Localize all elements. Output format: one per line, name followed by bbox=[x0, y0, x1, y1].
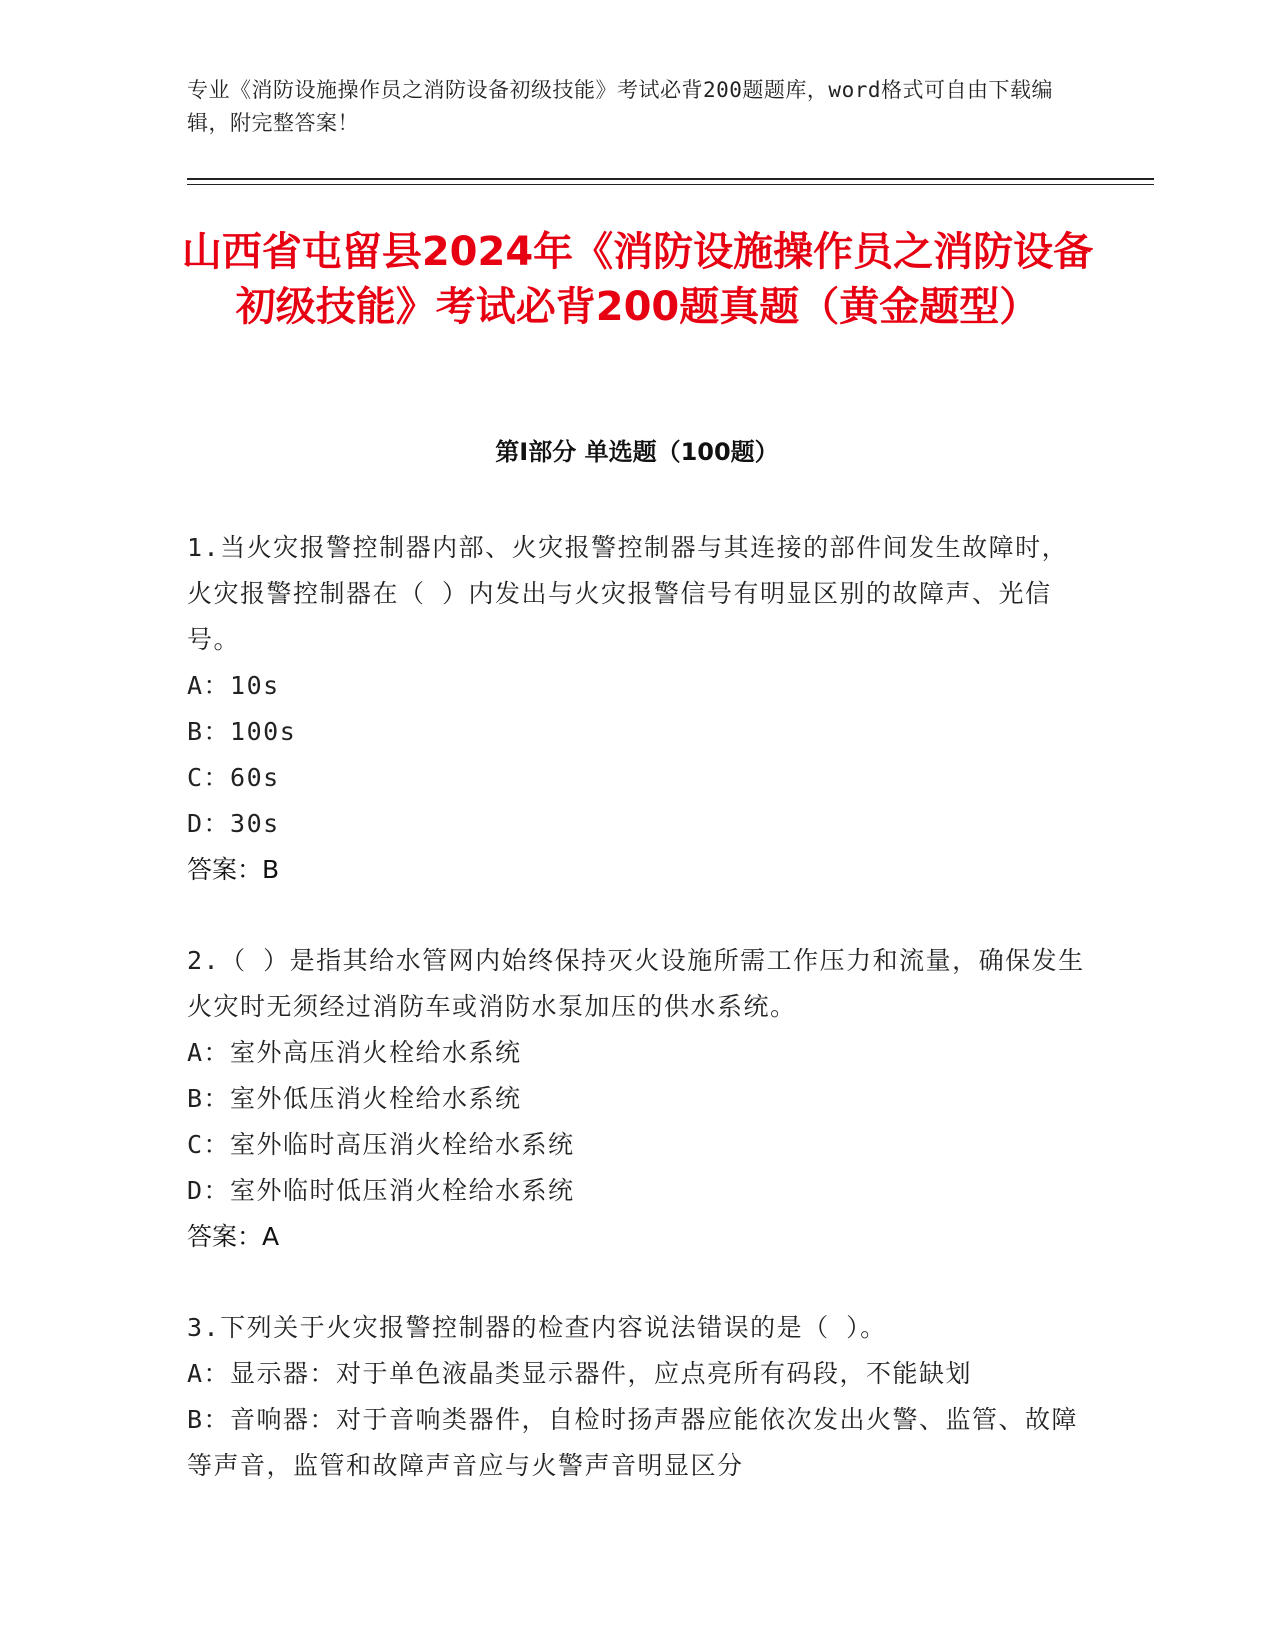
question-1 bbox=[187, 525, 1087, 893]
section-title: 第I部分 单选题（100题） bbox=[495, 438, 779, 466]
option-a: A：室外高压消火栓给水系统 bbox=[187, 1038, 522, 1067]
header-rule-thick bbox=[187, 178, 1154, 180]
option-d: D：室外临时低压消火栓给水系统 bbox=[187, 1176, 575, 1205]
question-list bbox=[187, 525, 1087, 1534]
header-note: 专业《消防设施操作员之消防设备初级技能》考试必背200题题库，word格式可自由下载编辑，附完整答案！ bbox=[187, 78, 1053, 135]
question-stem: 2.（ ）是指其给水管网内始终保持灭火设施所需工作压力和流量，确保发生火灾时无须经过消防车或消防水泵加压的供水系统。 bbox=[187, 946, 1085, 1021]
question-stem: 1.当火灾报警控制器内部、火灾报警控制器与其连接的部件间发生故障时，火灾报警控制器在（ ）内发出与火灾报警信号有明显区别的故障声、光信号。 bbox=[187, 533, 1069, 654]
option-b: B：音响器：对于音响类器件，自检时扬声器应能依次发出火警、监管、故障等声音，监管和故障声音应与火警声音明显区分 bbox=[187, 1405, 1079, 1480]
option-b: B：室外低压消火栓给水系统 bbox=[187, 1084, 522, 1113]
answer: 答案：B bbox=[187, 855, 280, 884]
answer: 答案：A bbox=[187, 1222, 280, 1251]
document-title: 山西省屯留县2024年《消防设施操作员之消防设备初级技能》考试必背200题真题（黄金题型） bbox=[181, 229, 1094, 330]
option-c: C：室外临时高压消火栓给水系统 bbox=[187, 1130, 575, 1159]
question-stem: 3.下列关于火灾报警控制器的检查内容说法错误的是（ ）。 bbox=[187, 1313, 887, 1342]
header-rule-thin bbox=[187, 184, 1154, 185]
option-b: B：100s bbox=[187, 717, 297, 746]
option-c: C：60s bbox=[187, 763, 280, 792]
option-a: A：10s bbox=[187, 671, 280, 700]
question-3 bbox=[187, 1305, 1087, 1489]
option-d: D：30s bbox=[187, 809, 280, 838]
question-2 bbox=[187, 938, 1087, 1260]
option-a: A：显示器：对于单色液晶类显示器件，应点亮所有码段，不能缺划 bbox=[187, 1359, 973, 1388]
